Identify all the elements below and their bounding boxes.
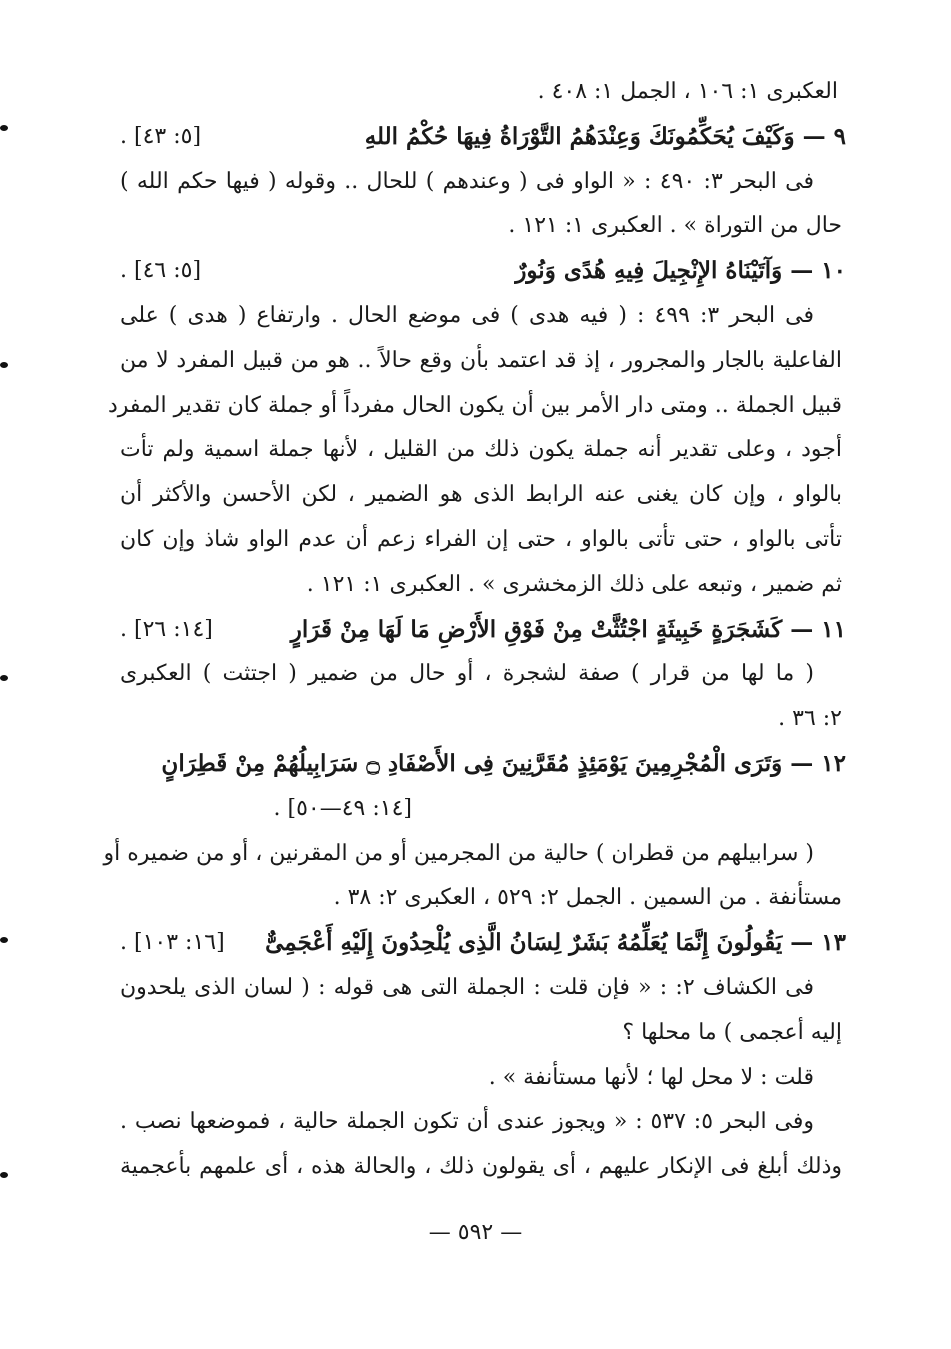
verse-text: ١٢ — وَتَرَى الْمُجْرِمِينَ يَوْمَئِذٍ مُقَرَّنِينَ فِى الأَصْفَادِ ۝ سَرَابِيلُهُمْ مِنْ قَطِرَانٍ: [161, 749, 846, 777]
text-line: إليه أعجمى ) ما محلها ؟: [622, 1019, 842, 1045]
verse-text: ٩ — وَكَيْفَ يُحَكِّمُونَكَ وَعِنْدَهُمُ التَّوْرَاةُ فِيهَا حُكْمُ اللهِ: [364, 122, 846, 150]
binding-hole-mark: [0, 362, 8, 368]
verse-reference: [١٤: ٤٩—٥٠] .: [273, 795, 412, 821]
binding-hole-mark: [0, 125, 8, 131]
verse-text: ١٣ — يَقُولُونَ إِنَّمَا يُعَلِّمُهُ بَشَرٌ لِسَانُ الَّذِى يُلْحِدُونَ إِلَيْهِ أَعْجَمِىٌّ: [265, 929, 846, 957]
text-line: ثم ضمير ، وتبعه على ذلك الزمخشرى » . العكبرى ١: ١٢١ .: [306, 571, 842, 597]
page-number: — ٥٩٢ —: [428, 1220, 523, 1245]
text-line: وذلك أبلغ فى الإنكار عليهم ، أى يقولون ذلك ، والحالة هذه ، أى علمهم بأعجمية: [120, 1154, 842, 1180]
text-line: قلت : لا محل لها ؛ لأنها مستأنفة » .: [488, 1064, 814, 1090]
verse-reference-line: [120, 787, 842, 832]
text-line: بالواو ، وإن كان يغنى عنه الرابط الذى هو الضمير ، لكن الأحسن والأكثر أن: [120, 482, 842, 508]
text-line: فى البحر ٣: ٤٩٠ : « الواو فى ( وعندهم ) للحال .. وقوله ( فيها حكم الله ): [120, 168, 815, 194]
text-line: مستأنفة . من السمين . الجمل ٢: ٥٢٩ ، العكبرى ٢: ٣٨ .: [333, 885, 842, 911]
verse-line: [120, 921, 846, 966]
verse-line: [120, 249, 846, 294]
text-line: أجود ، وعلى تقدير أنه جملة يكون ذلك من القليل ، لأنها جملة اسمية ولم تأت: [120, 437, 842, 463]
binding-hole-mark: [0, 937, 8, 943]
verse-line: [120, 608, 846, 653]
text-line: الفاعلية بالجار والمجرور ، إذ قد اعتمد بأن وقع حالاً .. هو من قبيل المفرد لا من: [120, 347, 842, 373]
text-line: تأتى بالواو ، حتى تأتى بالواو ، حتى إن الفراء زعم أن عدم الواو شاذ وإن كان: [120, 526, 842, 552]
text-line: ( ما لها من قرار ) صفة لشجرة ، أو حال من ضمير ( اجتثت ) العكبرى: [120, 661, 814, 687]
text-line: حال من التوراة » . العكبرى ١: ١٢١ .: [508, 213, 842, 239]
verse-reference: [٥: ٤٣] .: [120, 123, 202, 149]
page-body: [103, 70, 846, 1190]
text-line: العكبرى ١: ١٠٦ ، الجمل ١: ٤٠٨ .: [537, 79, 838, 104]
verse-reference: [٥: ٤٦] .: [120, 258, 202, 284]
verse-line: [120, 742, 846, 787]
verse-text: ١٠ — وَآتَيْنَاهُ الإِنْجِيلَ فِيهِ هُدًى وَنُورٌ: [515, 257, 846, 285]
verse-reference: [١٤: ٢٦] .: [120, 616, 213, 642]
text-line: فى البحر ٣: ٤٩٩ : ( فيه هدى ) فى موضع الحال . وارتفاع ( هدى ) على: [120, 302, 814, 328]
text-line: فى الكشاف ٢: : « فإن قلت : الجملة التى هى قوله : ( لسان الذى يلحدون: [120, 974, 814, 1000]
verse-text: ١١ — كَشَجَرَةٍ خَبِيثَةٍ اجْتُثَّتْ مِنْ فَوْقِ الأَرْضِ مَا لَهَا مِنْ قَرَارٍ: [290, 615, 846, 643]
binding-hole-mark: [0, 1172, 8, 1178]
verse-reference: [١٦: ١٠٣] .: [120, 930, 225, 956]
text-line: وفى البحر ٥: ٥٣٧ : « ويجوز عندى أن تكون الجملة حالية ، فموضعها نصب .: [120, 1109, 814, 1135]
binding-hole-mark: [0, 675, 8, 681]
text-line: قبيل الجملة .. ومتى دار الأمر بين أن يكون الحال مفرداً أو جملة كان تقدير المفرد: [107, 392, 842, 418]
text-line: ٢: ٣٦ .: [778, 706, 842, 732]
verse-line: [120, 115, 846, 160]
text-line: ( سرابيلهم من قطران ) حالية من المجرمين أو من المقرنين ، أو من ضميره أو: [103, 840, 814, 866]
